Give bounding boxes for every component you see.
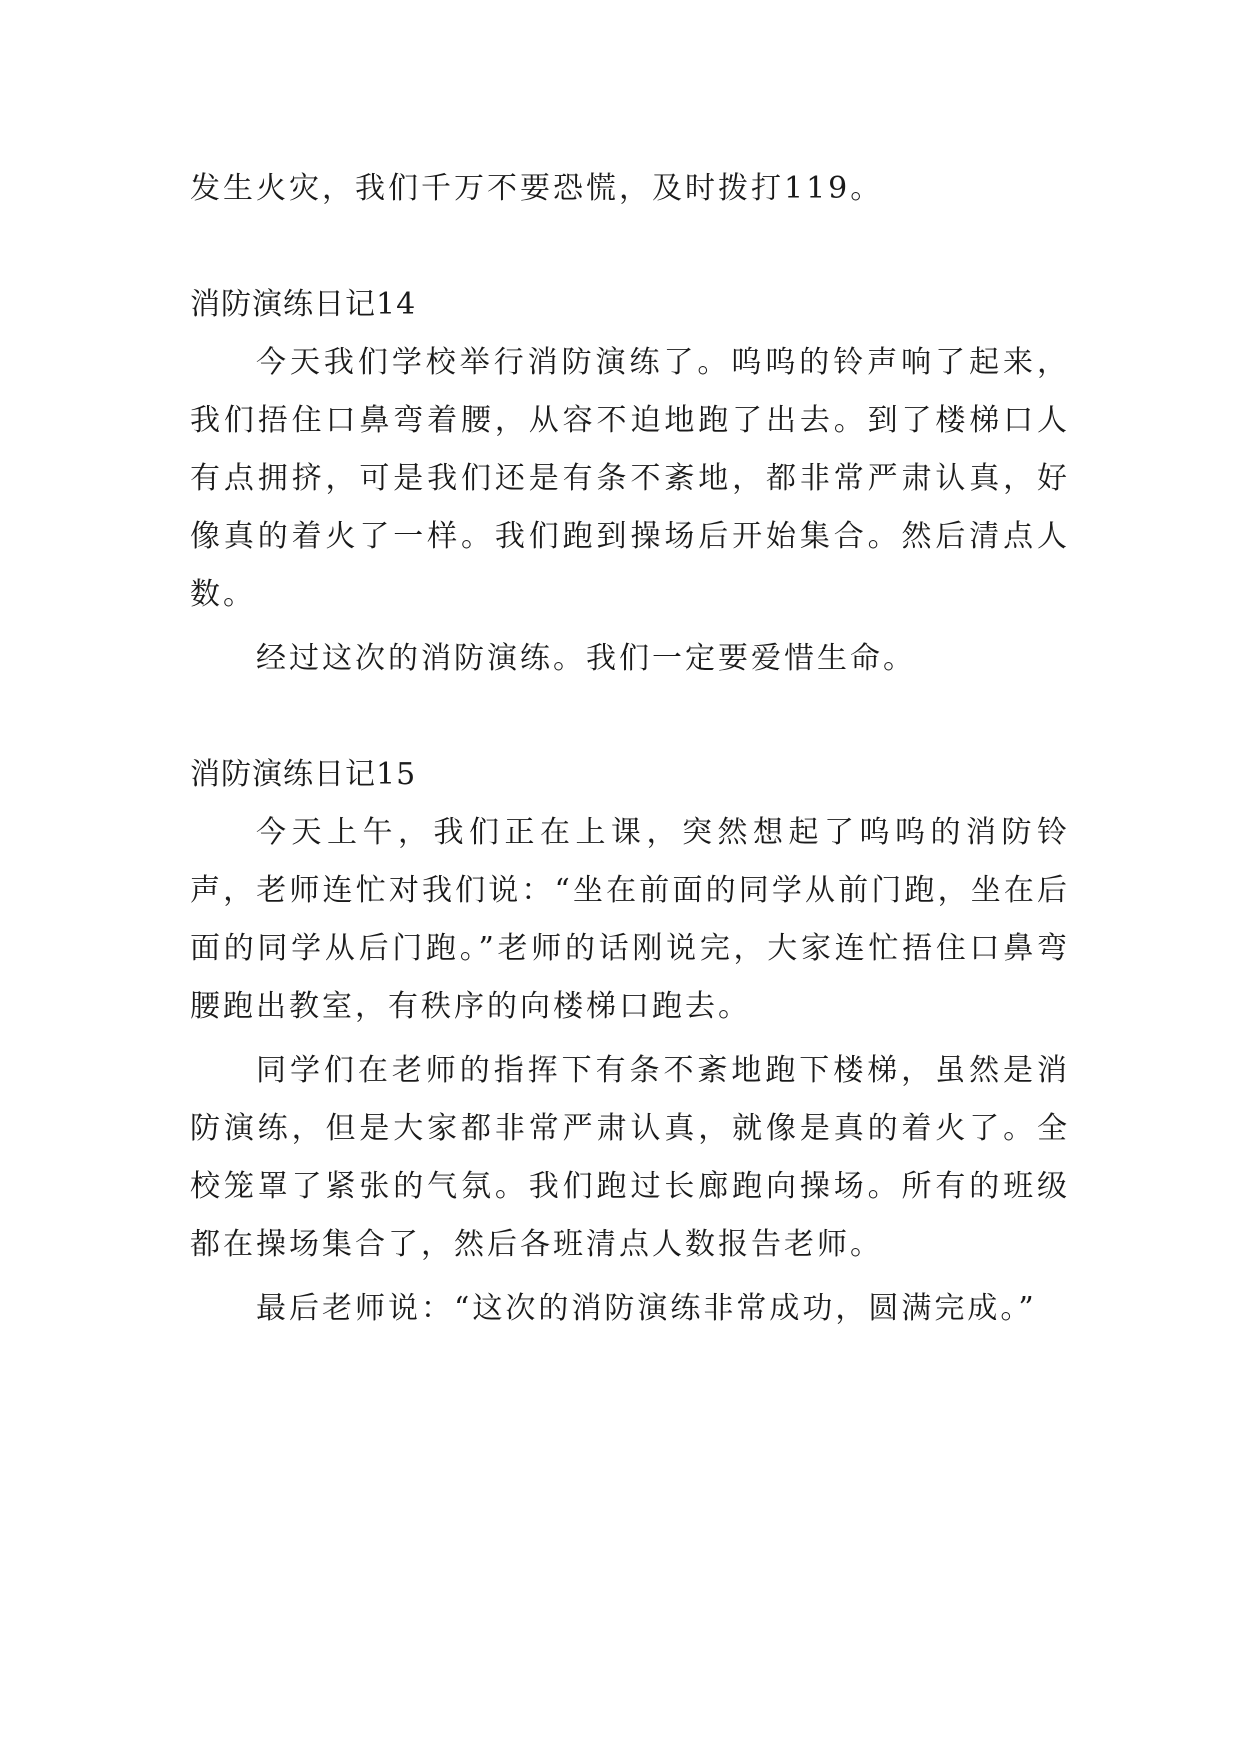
- paragraph: 今天我们学校举行消防演练了。呜呜的铃声响了起来，我们捂住口鼻弯着腰，从容不迫地跑了出去。到了楼梯口人有点拥挤，可是我们还是有条不紊地，都非常严肃认真，好像真的着火了一样。我们跑到操场后开始集合。然后清点人数。: [190, 345, 1070, 612]
- paragraph: 今天上午，我们正在上课，突然想起了呜呜的消防铃声，老师连忙对我们说：“坐在前面的同学从前门跑，坐在后面的同学从后门跑。”老师的话刚说完，大家连忙捂住口鼻弯腰跑出教室，有秩序的向楼梯口跑去。: [190, 815, 1070, 1024]
- paragraph: 最后老师说：“这次的消防演练非常成功，圆满完成。”: [256, 1291, 1037, 1326]
- intro-line: 发生火灾，我们千万不要恐慌，及时拨打119。: [190, 171, 884, 206]
- spacer: [190, 218, 1070, 276]
- section-title: 消防演练日记14: [190, 287, 417, 322]
- diary-section-15: [190, 746, 1070, 1338]
- section-title: 消防演练日记15: [190, 757, 417, 792]
- document-body: [190, 160, 1070, 1338]
- paragraph: 同学们在老师的指挥下有条不紊地跑下楼梯，虽然是消防演练，但是大家都非常严肃认真，就像是真的着火了。全校笼罩了紧张的气氛。我们跑过长廊跑向操场。所有的班级都在操场集合了，然后各班清点人数报告老师。: [190, 1053, 1070, 1262]
- diary-section-14: [190, 276, 1070, 688]
- paragraph: 经过这次的消防演练。我们一定要爱惜生命。: [256, 641, 916, 676]
- spacer: [190, 688, 1070, 746]
